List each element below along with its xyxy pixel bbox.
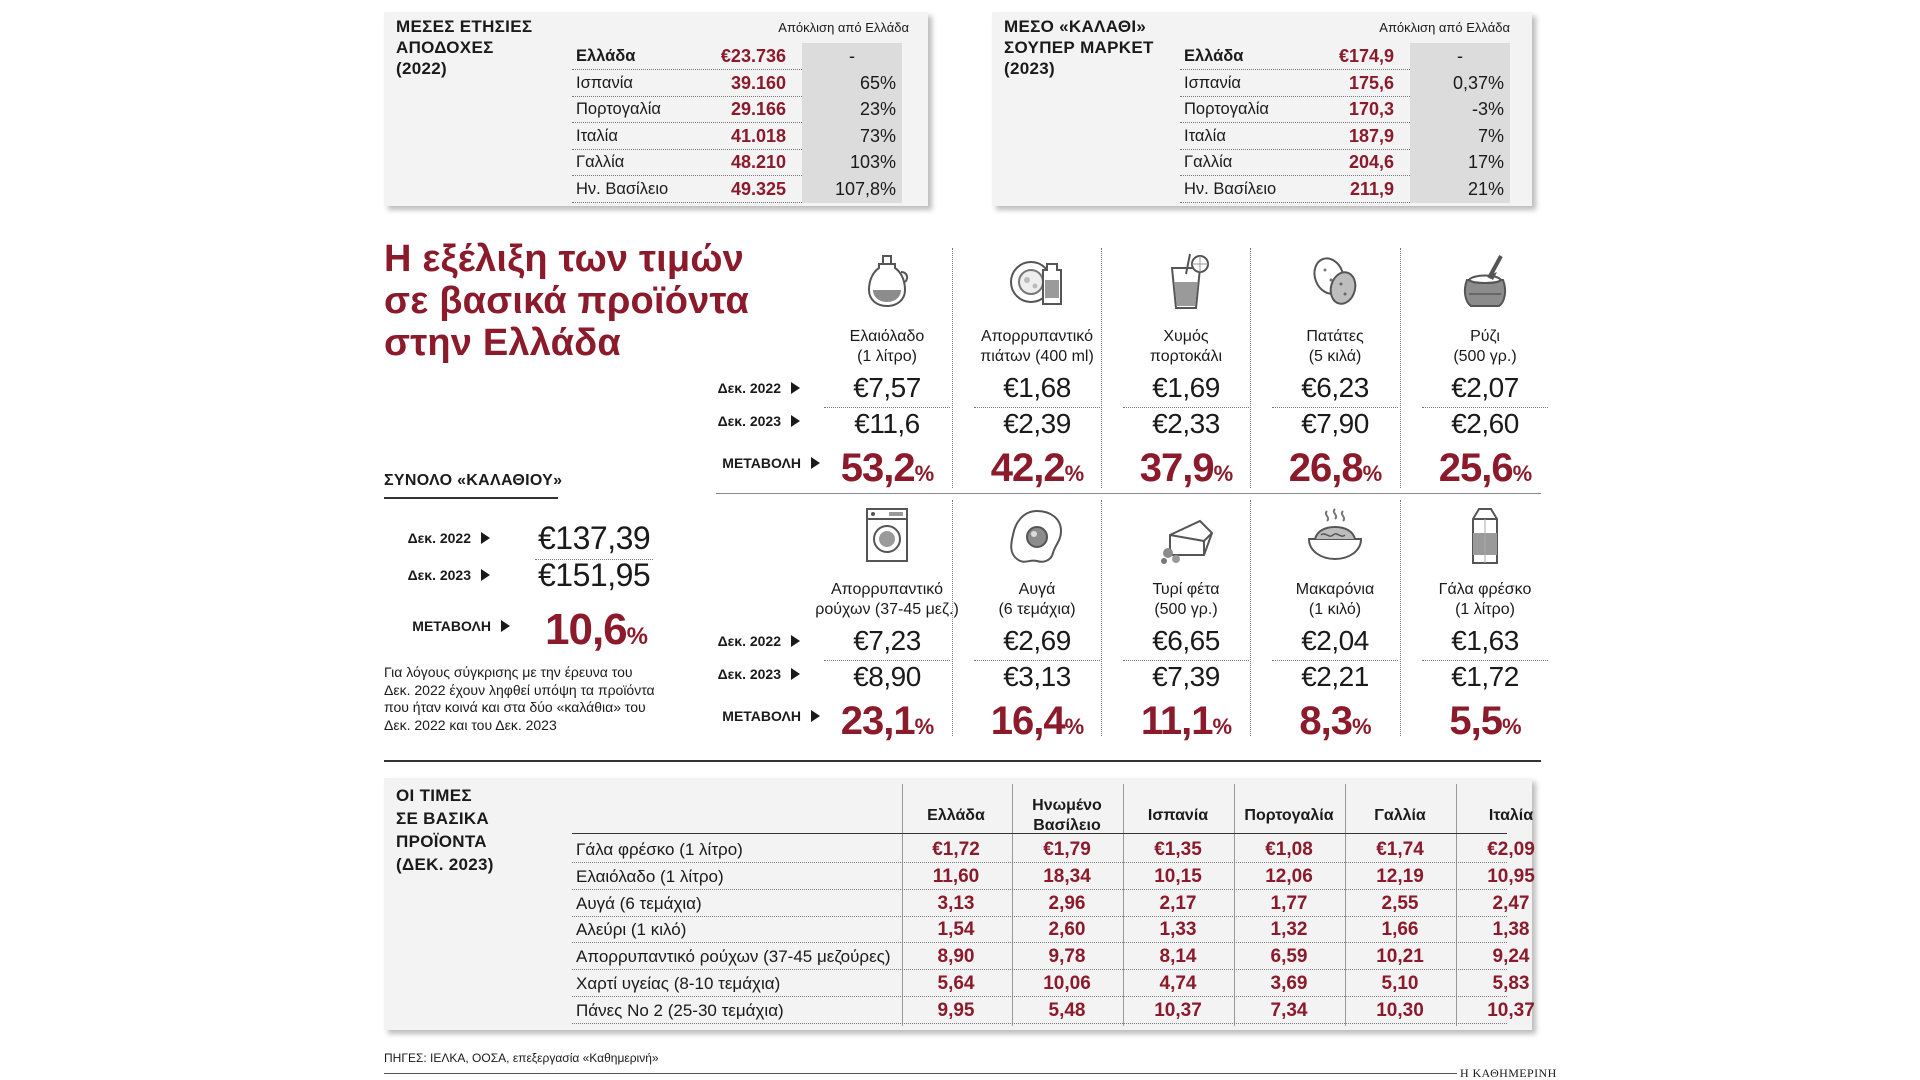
egg-icon — [1007, 505, 1067, 565]
price-dec2022: €6,23 — [1301, 372, 1369, 403]
price-cell: 3,13 — [937, 892, 975, 914]
grid-divider — [716, 493, 1541, 494]
basket-value: 170,3 — [1348, 99, 1394, 120]
product-name-line: πιάτων (400 ml) — [980, 348, 1094, 365]
price-cell: 2,96 — [1048, 892, 1086, 914]
page-title: Η εξέλιξη των τιμών σε βασικά προϊόντα στην Ελλάδα — [384, 238, 750, 364]
basket-country: Ελλάδα — [1184, 47, 1244, 65]
price-cell: 10,21 — [1376, 946, 1424, 968]
price-cell: 5,83 — [1492, 973, 1530, 994]
price-dec2023: €8,90 — [853, 661, 921, 692]
table-row — [572, 943, 1530, 970]
wages-deviation: 103% — [802, 149, 902, 176]
price-cell: 9,78 — [1048, 946, 1086, 968]
price-cell: €1,35 — [1154, 839, 1202, 860]
change-value: 11,1 — [1140, 699, 1213, 743]
price-dec2022: €7,23 — [853, 625, 921, 656]
olive-oil-icon — [857, 250, 917, 310]
grid-separator — [1101, 500, 1102, 736]
product-name — [1260, 580, 1410, 620]
table-row — [572, 970, 1530, 997]
basket-value: 187,9 — [1348, 125, 1394, 146]
price-dec2023: €11,6 — [854, 408, 920, 439]
table-col-header — [1234, 806, 1344, 826]
table-row — [572, 997, 1535, 1024]
percent-sign: % — [1212, 714, 1232, 739]
percent-sign: % — [1213, 461, 1233, 486]
top-change-label: ΜΕΤΑΒΟΛΗ — [690, 455, 820, 471]
product-label: Αλεύρι (1 κιλό) — [576, 920, 687, 940]
wages-country: Ιταλία — [576, 126, 618, 145]
product-name — [1260, 327, 1410, 367]
price-change — [812, 447, 962, 495]
basket-deviation: 21% — [1410, 176, 1510, 203]
prices-title: ΟΙ ΤΙΜΕΣ ΣΕ ΒΑΣΙΚΑ ΠΡΟΪΟΝΤΑ (ΔΕΚ. 2023) — [396, 786, 494, 874]
price-cell: 12,06 — [1265, 865, 1313, 887]
change-value: 16,4 — [990, 699, 1065, 743]
price-cell: 10,37 — [1487, 999, 1535, 1021]
product-name-line: πορτοκάλι — [1149, 348, 1223, 365]
price-dec2023: €2,21 — [1301, 661, 1369, 692]
top-dec2022-label: Δεκ. 2022 — [680, 380, 800, 396]
table-col-header — [1345, 806, 1455, 826]
grid-separator — [1400, 248, 1401, 488]
wages-value: 49.325 — [730, 179, 786, 199]
bottom-change-label: ΜΕΤΑΒΟΛΗ — [690, 708, 820, 724]
wages-deviation: 65% — [802, 70, 902, 97]
change-value: 5,5 — [1449, 699, 1503, 743]
price-dec2023: €2,39 — [1003, 408, 1071, 439]
product-name-line: (500 γρ.) — [1453, 348, 1517, 365]
col-header-line: Ηνωμένο — [1032, 797, 1102, 814]
price-change — [1410, 700, 1560, 748]
price-cell: 10,15 — [1154, 865, 1202, 887]
change-value: 53,2 — [840, 446, 915, 490]
arrow-right-icon — [791, 382, 800, 394]
price-dec2022: €2,07 — [1451, 372, 1519, 403]
col-header-line: Ιταλία — [1488, 807, 1534, 824]
product-name — [812, 580, 962, 620]
product-name-line: Τυρί φέτα — [1152, 581, 1220, 598]
dish-detergent-icon — [1007, 250, 1067, 310]
price-change — [962, 700, 1112, 748]
product-name — [1111, 327, 1261, 367]
price-cell: 1,32 — [1270, 919, 1308, 941]
price-change — [1111, 700, 1261, 748]
col-header-line: Πορτογαλία — [1244, 807, 1334, 824]
price-cell: 1,66 — [1381, 919, 1419, 941]
basket-value: 211,9 — [1349, 179, 1394, 199]
wages-deviation: 23% — [802, 96, 902, 123]
product-label: Απορρυπαντικό ρούχων (37-45 μεζούρες) — [576, 947, 891, 967]
product-name — [1410, 580, 1560, 620]
price-cell: 12,19 — [1376, 865, 1424, 887]
price-cell: 8,90 — [937, 946, 975, 968]
price-cell: 2,60 — [1048, 919, 1086, 941]
wages-row — [572, 123, 902, 150]
product-name-line: ρούχων (37-45 μεζ.) — [815, 601, 959, 618]
wages-deviation: 107,8% — [802, 176, 902, 203]
wages-country: Πορτογαλία — [576, 100, 661, 119]
table-col-header — [1012, 796, 1122, 836]
total-dec2022-label: Δεκ. 2022 — [370, 530, 490, 546]
percent-sign: % — [1512, 461, 1532, 486]
product-label: Γάλα φρέσκο (1 λίτρο) — [576, 840, 743, 859]
product-name — [1410, 327, 1560, 367]
pasta-icon — [1305, 505, 1365, 565]
price-cell: 10,95 — [1487, 865, 1535, 887]
price-dec2023: €7,90 — [1301, 408, 1369, 439]
feta-cheese-icon — [1156, 505, 1216, 565]
basket-row — [1180, 96, 1510, 123]
basket-country: Ισπανία — [1184, 73, 1241, 92]
price-cell: 2,17 — [1159, 892, 1197, 914]
product-name-line: (1 λίτρο) — [1455, 601, 1515, 618]
change-value: 23,1 — [840, 699, 915, 743]
price-cell: 3,69 — [1270, 973, 1308, 994]
arrow-right-icon — [481, 569, 490, 581]
basket-deviation: -3% — [1410, 96, 1510, 123]
wages-row — [572, 43, 902, 70]
change-value: 37,9 — [1139, 446, 1214, 490]
col-header-line: Ισπανία — [1147, 807, 1209, 824]
wages-country: Γαλλία — [576, 153, 625, 172]
price-dec2022: €2,69 — [1003, 625, 1071, 656]
potatoes-icon — [1305, 250, 1365, 310]
total-dec2022-value: €137,39 — [538, 520, 651, 556]
price-dec2022: €1,63 — [1451, 625, 1519, 656]
price-cell: 6,59 — [1270, 946, 1308, 968]
percent-sign: % — [1352, 714, 1371, 739]
basket-panel — [992, 12, 1532, 206]
basket-title: ΜΕΣΟ «ΚΑΛΑΘΙ» ΣΟΥΠΕΡ ΜΑΡΚΕΤ (2023) — [1004, 17, 1154, 78]
grid-separator — [952, 500, 953, 736]
product-label: Αυγά (6 τεμάχια) — [576, 893, 702, 913]
product-label: Πάνες Νο 2 (25-30 τεμάχια) — [576, 1000, 784, 1020]
basket-deviation-header: Απόκλιση από Ελλάδα — [1379, 20, 1510, 35]
juice-icon — [1156, 250, 1216, 310]
table-col-header — [901, 806, 1011, 826]
price-cell: €1,79 — [1043, 839, 1091, 860]
washing-machine-icon — [857, 505, 917, 565]
price-cell: 1,33 — [1159, 919, 1197, 941]
wages-deviation: - — [802, 43, 902, 70]
basket-country: Γαλλία — [1184, 153, 1233, 172]
table-row — [572, 836, 1535, 863]
product-name-line: Πατάτες — [1306, 328, 1364, 345]
price-cell: 2,47 — [1492, 892, 1530, 914]
wages-row — [572, 70, 902, 97]
product-name-line: (1 λίτρο) — [857, 348, 917, 365]
top-dec2023-label: Δεκ. 2023 — [680, 413, 800, 429]
change-value: 42,2 — [990, 446, 1065, 490]
total-underline — [384, 497, 558, 499]
basket-row — [1180, 123, 1510, 150]
price-dec2022: €2,04 — [1301, 625, 1369, 656]
total-change-label: ΜΕΤΑΒΟΛΗ — [380, 618, 510, 634]
grid-separator — [1250, 248, 1251, 488]
basket-row — [1180, 70, 1510, 97]
price-cell: 10,37 — [1154, 999, 1202, 1021]
wages-country: Ην. Βασίλειο — [576, 180, 669, 198]
table-row — [572, 863, 1535, 890]
wages-row — [572, 96, 902, 123]
total-dec2023-label: Δεκ. 2023 — [370, 567, 490, 583]
comparison-note: Για λόγους σύγκρισης με την έρευνα του Δεκ. 2022 έχουν ληφθεί υπόψη τα προϊόντα που ήταν κοινά και στα δύο «καλάθια» του Δεκ. 2022 και του Δεκ. 2023 — [384, 664, 655, 733]
price-cell: €1,74 — [1376, 839, 1424, 860]
price-dec2022: €1,68 — [1003, 372, 1071, 403]
arrow-right-icon — [791, 635, 800, 647]
wages-panel — [384, 12, 928, 206]
price-dec2023: €1,72 — [1451, 661, 1519, 692]
product-name-line: Χυμός — [1163, 328, 1209, 345]
product-name-line: (6 τεμάχια) — [998, 601, 1076, 618]
price-dec2022: €6,65 — [1152, 625, 1220, 656]
arrow-right-icon — [791, 415, 800, 427]
product-name-line: Μακαρόνια — [1295, 581, 1375, 598]
basket-row — [1180, 43, 1510, 70]
price-cell: 5,10 — [1381, 973, 1419, 994]
milk-icon — [1455, 505, 1515, 565]
price-change — [1111, 447, 1261, 495]
basket-deviation: - — [1410, 43, 1510, 70]
product-name-line: Ρύζι — [1470, 328, 1500, 345]
source-note: ΠΗΓΕΣ: ΙΕΛΚΑ, ΟΟΣΑ, επεξεργασία «Καθημερινή» — [384, 1051, 659, 1065]
basket-value: 175,6 — [1348, 72, 1394, 93]
basket-deviation: 7% — [1410, 123, 1510, 150]
product-label: Ελαιόλαδο (1 λίτρο) — [576, 866, 724, 886]
price-cell: 4,74 — [1159, 973, 1197, 994]
wages-deviation: 73% — [802, 123, 902, 150]
arrow-right-icon — [811, 457, 820, 469]
product-name-line: Απορρυπαντικό — [831, 581, 943, 598]
wages-row — [572, 149, 902, 176]
total-change-value: 10,6% — [545, 605, 647, 654]
percent-sign: % — [1502, 714, 1521, 739]
price-cell: 9,95 — [937, 999, 975, 1021]
total-title: ΣΥΝΟΛΟ «ΚΑΛΑΘΙΟΥ» — [384, 472, 563, 489]
price-cell: 2,55 — [1381, 892, 1419, 914]
bottom-dec2022-label: Δεκ. 2022 — [680, 633, 800, 649]
price-dec2023: €3,13 — [1003, 661, 1071, 692]
basket-row — [1180, 176, 1510, 203]
price-dec2023: €7,39 — [1152, 661, 1220, 692]
basket-row — [1180, 149, 1510, 176]
change-value: 26,8 — [1288, 446, 1363, 490]
basket-deviation: 0,37% — [1410, 70, 1510, 97]
table-col-header — [1456, 806, 1566, 826]
product-label: Χαρτί υγείας (8-10 τεμάχια) — [576, 974, 781, 993]
product-name-line: Αυγά — [1018, 581, 1056, 598]
price-cell: €1,08 — [1265, 839, 1313, 860]
change-value: 25,6 — [1438, 446, 1513, 490]
grid-separator — [1400, 500, 1401, 736]
basket-value: 204,6 — [1348, 152, 1394, 173]
product-name-line: Γάλα φρέσκο — [1438, 581, 1532, 598]
percent-sign: % — [1064, 714, 1084, 739]
bottom-dec2023-label: Δεκ. 2023 — [680, 666, 800, 682]
basket-country: Ιταλία — [1184, 126, 1226, 145]
col-header-line: Βασίλειο — [1033, 817, 1101, 834]
table-header-line — [572, 833, 1507, 834]
product-name — [812, 327, 962, 367]
percent-sign: % — [1064, 461, 1084, 486]
arrow-right-icon — [501, 620, 510, 632]
price-cell: 10,30 — [1376, 999, 1424, 1021]
product-name — [1111, 580, 1261, 620]
col-header-line: Ελλάδα — [927, 807, 985, 824]
price-change — [1260, 700, 1410, 748]
wages-value: €23.736 — [720, 46, 786, 66]
price-cell: 7,34 — [1270, 999, 1308, 1021]
col-header-line: Γαλλία — [1374, 807, 1426, 824]
product-name-line: (500 γρ.) — [1154, 601, 1218, 618]
footer-line — [384, 1073, 1457, 1074]
price-change — [1260, 447, 1410, 495]
price-cell: 8,14 — [1159, 946, 1197, 968]
section-divider — [384, 760, 1541, 762]
percent-sign: % — [914, 714, 934, 739]
product-name — [962, 327, 1112, 367]
price-cell: €1,72 — [932, 839, 980, 860]
wages-title: ΜΕΣΕΣ ΕΤΗΣΙΕΣ ΑΠΟΔΟΧΕΣ (2022) — [396, 17, 533, 78]
grid-separator — [1250, 500, 1251, 736]
price-cell: 11,60 — [932, 865, 980, 887]
wages-value: 48.210 — [730, 152, 786, 173]
wages-country: Ελλάδα — [576, 47, 636, 65]
arrow-right-icon — [791, 668, 800, 680]
product-name — [962, 580, 1112, 620]
price-change — [962, 447, 1112, 495]
table-row — [572, 890, 1530, 917]
wages-value: 29.166 — [730, 99, 786, 120]
grid-separator — [1101, 248, 1102, 488]
change-value: 8,3 — [1299, 699, 1353, 743]
brand-logo: Η ΚΑΘΗΜΕΡΙΝΗ — [1460, 1066, 1557, 1080]
price-cell: 1,38 — [1492, 919, 1530, 941]
price-cell: 1,77 — [1270, 892, 1308, 914]
product-name-line: Ελαιόλαδο — [849, 328, 925, 345]
total-dec2023-value: €151,95 — [538, 557, 651, 593]
price-cell: 1,54 — [937, 919, 975, 941]
wages-row — [572, 176, 902, 203]
price-cell: 10,06 — [1043, 973, 1091, 994]
price-dec2022: €1,69 — [1152, 372, 1220, 403]
price-dec2022: €7,57 — [853, 372, 921, 403]
basket-country: Πορτογαλία — [1184, 100, 1269, 119]
price-cell: 9,24 — [1492, 946, 1530, 968]
wages-value: 41.018 — [730, 125, 786, 146]
price-cell: 18,34 — [1043, 865, 1091, 887]
rice-icon — [1455, 250, 1515, 310]
price-change — [812, 700, 962, 748]
table-row — [572, 916, 1530, 943]
basket-country: Ην. Βασίλειο — [1184, 180, 1277, 198]
price-cell: 5,64 — [937, 973, 975, 994]
product-name-line: (5 κιλά) — [1308, 348, 1362, 365]
price-cell: 5,48 — [1048, 999, 1086, 1021]
product-name-line: (1 κιλό) — [1308, 601, 1362, 618]
price-change — [1410, 447, 1560, 495]
price-dec2023: €2,60 — [1451, 408, 1519, 439]
arrow-right-icon — [811, 710, 820, 722]
product-name-line: Απορρυπαντικό — [981, 328, 1093, 345]
table-col-header — [1123, 806, 1233, 826]
wages-deviation-header: Απόκλιση από Ελλάδα — [778, 20, 909, 35]
price-cell: €2,09 — [1487, 839, 1535, 860]
percent-sign: % — [914, 461, 934, 486]
arrow-right-icon — [481, 532, 490, 544]
price-dec2023: €2,33 — [1152, 408, 1220, 439]
percent-sign: % — [1362, 461, 1382, 486]
basket-deviation: 17% — [1410, 149, 1510, 176]
grid-separator — [952, 248, 953, 488]
basket-value: €174,9 — [1338, 46, 1394, 66]
wages-country: Ισπανία — [576, 73, 633, 92]
wages-value: 39.160 — [730, 72, 786, 93]
